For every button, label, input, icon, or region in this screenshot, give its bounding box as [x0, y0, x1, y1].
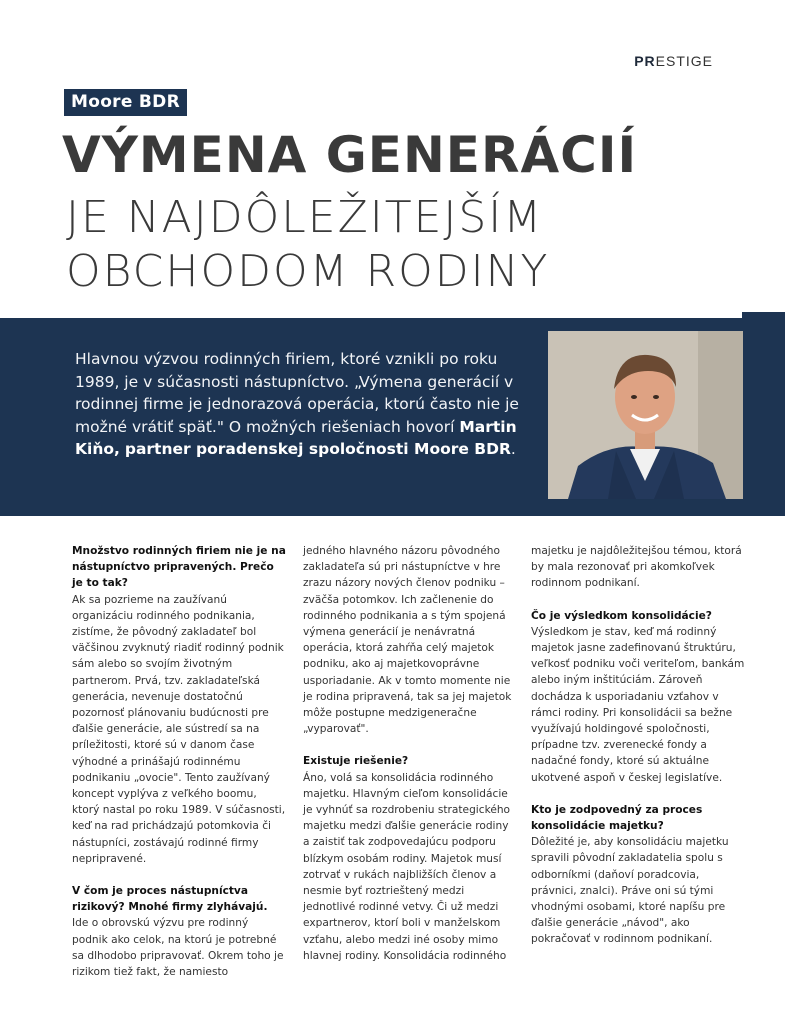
- question-heading: Množstvo rodinných firiem nie je na nástupníctvo pripravených. Prečo je to tak?: [72, 545, 286, 590]
- answer-paragraph: jedného hlavného názoru pôvodného zakladateľa sú pri nástupníctve v hre zrazu názory nových členov podniku – zväčša potomkov. Ich začlenenie do rodinného podnikania a s tým spojená výmena generácií je nenávratná operácia, ktorá zahŕňa celý majetok podniku, ako aj majetkovoprávne usporiadanie. Ak v tomto momente nie je rodina pripravená, tak sa jej majetok môže postupne medzigeneračne „vyparovať".: [303, 545, 512, 736]
- headline-line-1: VÝMENA GENERÁCIÍ: [62, 126, 638, 184]
- company-tag: Moore BDR: [64, 89, 187, 116]
- question-heading: V čom je proces nástupníctva rizikový? Mnohé firmy zlyhávajú.: [72, 885, 268, 914]
- answer-paragraph: Áno, volá sa konsolidácia rodinného majetku. Hlavným cieľom konsolidácie je vyhnúť sa rozdrobeniu strategického majetku medzi ďalšie generácie rodiny a zaistiť tak zodpovedajúcu podporu blízkym osobám rodiny. Majetok musí zotrvať v rukách najbližších členov a nesmie byť roztrieštený medzi jednotlivé rodinné vetvy. Či už medzi expartnerov, ktorí boli v manželskom vzťahu, alebo medzi iné osoby mimo hlavnej rodiny. Konsolidácia rodinného: [303, 771, 511, 962]
- answer-paragraph: Dôležité je, aby konsolidáciu majetku spravili pôvodní zakladatelia spolu s odborníkmi (daňoví poradcovia, právnici, znalci). Práve oni sú tými vhodnými osobami, ktoré napíšu pre ďalšie generácie „návod", ako pokračovať v rodinnom podnikaní.: [531, 836, 729, 946]
- paragraph-gap: [303, 737, 518, 753]
- magazine-brand: [634, 53, 713, 69]
- article-column-3: [531, 543, 746, 948]
- answer-paragraph: Výsledkom je stav, keď má rodinný majetok jasne zadefinovanú štruktúru, veľkosť podniku voči veriteľom, bankám alebo iným inštitúciám. Zároveň dochádza k usporiadaniu vzťahov v rámci rodiny. Pri konsolidácii sa bežne využívajú holdingové spoločnosti, prípadne tzv. zverenecké fondy a nadačné fondy, ktoré sú aktuálne ukotvené aspoň v českej legislatíve.: [531, 625, 745, 784]
- brand-rest: ESTIGE: [655, 53, 713, 69]
- answer-paragraph: majetku je najdôležitejšou témou, ktorá by mala rezonovať pri akomkoľvek rodinnom podnikaní.: [531, 545, 742, 590]
- question-heading: Existuje riešenie?: [303, 755, 409, 768]
- headline-line-2: JE NAJDÔLEŽITEJŠÍM: [66, 192, 544, 243]
- question-heading: Čo je výsledkom konsolidácie?: [531, 609, 712, 622]
- paragraph-gap: [531, 786, 746, 802]
- answer-paragraph: Ak sa pozrieme na zaužívanú organizáciu rodinného podnikania, zistíme, že pôvodný zakladateľ bol väčšinou zvyknutý riadiť rodinný podnik sám alebo so svojím životným partnerom. Prvá, tzv. zakladateľská generácia, nevenuje dostatočnú pozornosť plánovaniu budúcnosti pre ďalšie generácie, ale sústredí sa na príležitosti, ktoré sú v danom čase výhodné a prinášajú rodinnému podnikaniu „ovocie". Tento zaužívaný koncept vyplýva z veľkého boomu, ktorý nastal po roku 1989. V súčasnosti, keď na rad prichádzajú potomkovia či nástupníci, zostávajú rodinné firmy nepripravené.: [72, 593, 286, 865]
- lead-end: .: [510, 440, 516, 458]
- interviewee-name: Martin Kiňo,: [75, 417, 517, 458]
- interviewee-role: partner poradenskej spoločnosti Moore BDR: [124, 440, 511, 458]
- paragraph-gap: [531, 592, 746, 608]
- portrait-illustration: [548, 331, 743, 499]
- article-column-1: [72, 543, 287, 980]
- headline-line-3: OBCHODOM RODINY: [66, 246, 550, 297]
- lead-paragraph: [75, 348, 545, 461]
- lead-text: Hlavnou výzvou rodinných firiem, ktoré vznikli po roku 1989, je v súčasnosti nástupníctvo. „Výmena generácií v rodinnej firme je jednorazová operácia, ktorú často nie je možné vrátiť späť." O možných riešeniach hovorí: [75, 350, 519, 436]
- portrait-photo: [548, 331, 743, 499]
- answer-paragraph: Ide o obrovskú výzvu pre rodinný podnik ako celok, na ktorú je potrebné sa dlhodobo pripravovať. Okrem toho je rizikom tiež fakt, že namiesto: [72, 917, 284, 979]
- paragraph-gap: [72, 867, 287, 883]
- brand-bold: PR: [634, 53, 656, 69]
- question-heading: Kto je zodpovedný za proces konsolidácie majetku?: [531, 803, 703, 833]
- article-column-2: [303, 543, 518, 964]
